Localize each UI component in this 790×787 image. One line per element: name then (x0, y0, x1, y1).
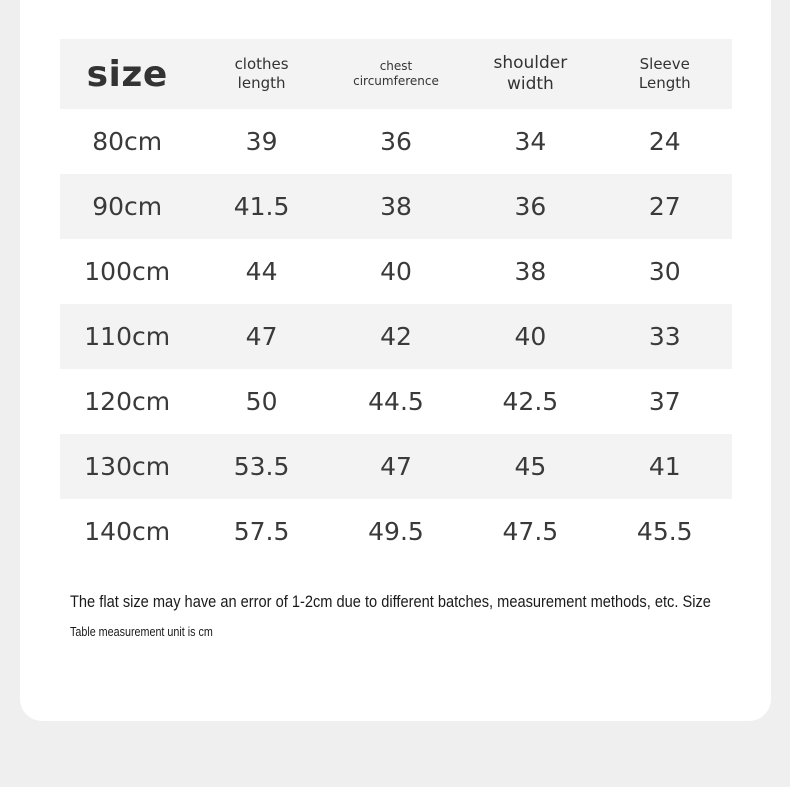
chest-cell: 49.5 (368, 517, 424, 546)
chest-cell: 47 (380, 452, 412, 481)
header-clothes-length: clothes length (234, 55, 289, 92)
size-cell: 120cm (84, 387, 171, 416)
clothes-length-cell: 50 (245, 387, 278, 416)
clothes-length-cell: 57.5 (233, 517, 290, 546)
size-cell: 130cm (84, 452, 171, 481)
table-row (60, 239, 732, 304)
header-size: size (86, 53, 168, 95)
shoulder-cell: 40 (514, 322, 547, 351)
shoulder-cell: 47.5 (502, 517, 559, 546)
shoulder-cell: 36 (514, 192, 547, 221)
sleeve-cell: 24 (648, 127, 681, 156)
chest-cell: 42 (380, 322, 412, 351)
measurement-note (70, 592, 760, 639)
clothes-length-cell: 53.5 (233, 452, 290, 481)
clothes-length-cell: 44 (245, 257, 278, 286)
sleeve-cell: 30 (648, 257, 681, 286)
clothes-length-cell: 39 (245, 127, 278, 156)
clothes-length-cell: 41.5 (233, 192, 290, 221)
header-sleeve-length: Sleeve Length (638, 55, 691, 92)
sleeve-cell: 27 (648, 192, 681, 221)
chest-cell: 36 (380, 127, 412, 156)
chest-cell: 40 (380, 257, 412, 286)
chest-cell: 38 (380, 192, 412, 221)
size-cell: 90cm (92, 192, 163, 221)
table-row (60, 304, 732, 369)
sleeve-cell: 33 (648, 322, 681, 351)
size-cell: 80cm (92, 127, 163, 156)
header-shoulder-width: shoulder width (493, 52, 568, 94)
table-row (60, 109, 732, 174)
size-cell: 140cm (84, 517, 171, 546)
size-cell: 110cm (84, 322, 171, 351)
size-cell: 100cm (84, 257, 171, 286)
table-row (60, 369, 732, 434)
table-header-row (60, 39, 732, 109)
note-line-1: The flat size may have an error of 1-2cm due to different batches, measurement methods, etc. Size (70, 592, 711, 611)
shoulder-cell: 38 (514, 257, 547, 286)
clothes-length-cell: 47 (245, 322, 278, 351)
chest-cell: 44.5 (368, 387, 424, 416)
sleeve-cell: 41 (648, 452, 681, 481)
shoulder-cell: 42.5 (502, 387, 559, 416)
size-chart-card (20, 0, 771, 721)
shoulder-cell: 34 (514, 127, 547, 156)
note-line-2: Table measurement unit is cm (70, 625, 213, 639)
header-chest-circumference: chest circumference (353, 59, 439, 88)
size-table (60, 39, 732, 564)
sleeve-cell: 37 (648, 387, 681, 416)
table-row (60, 499, 732, 564)
shoulder-cell: 45 (514, 452, 547, 481)
table-row (60, 174, 732, 239)
sleeve-cell: 45.5 (636, 517, 693, 546)
table-row (60, 434, 732, 499)
